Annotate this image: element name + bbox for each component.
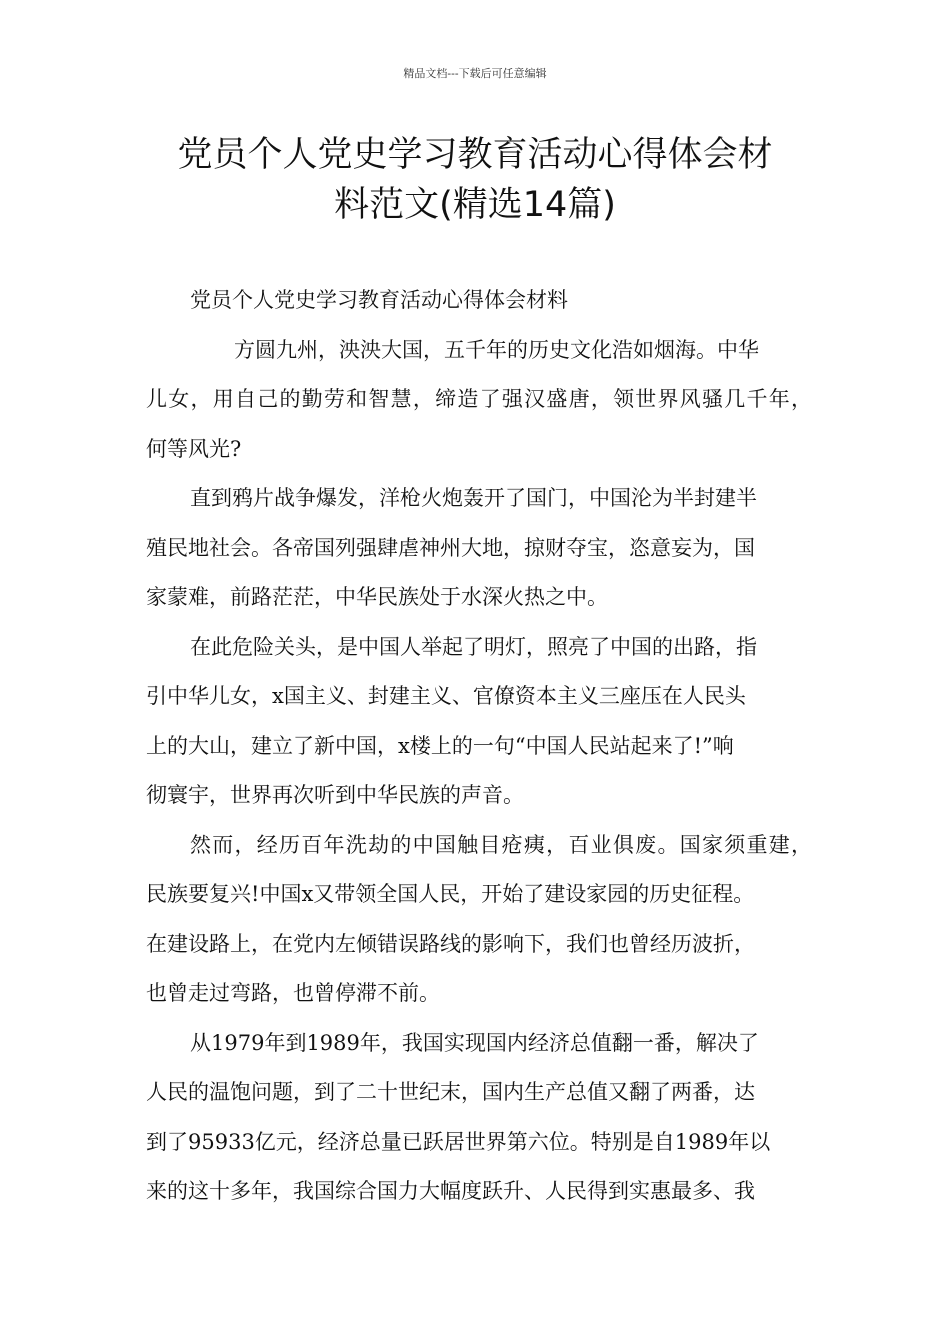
text-line: 彻寰宇，世界再次听到中华民族的声音。 xyxy=(146,783,524,807)
text-line: 在此危险关头，是中国人举起了明灯，照亮了中国的出路，指 xyxy=(190,634,757,659)
title-line: 党员个人党史学习教育活动心得体会材 xyxy=(177,135,773,175)
text-line: 家蒙难，前路茫茫，中华民族处于水深火热之中。 xyxy=(146,585,608,609)
text-line: 直到鸦片战争爆发，洋枪火炮轰开了国门，中国沦为半封建半 xyxy=(190,486,757,510)
text-line: 何等风光? xyxy=(146,436,242,461)
text-line: 然而，经历百年洗劫的中国触目疮痍，百业俱废。国家须重建， xyxy=(190,832,812,857)
text-line: 民族要复兴!中国x又带领全国人民，开始了建设家园的历史征程。 xyxy=(146,882,755,906)
text-line: 在建设路上，在党内左倾错误路线的影响下，我们也曾经历波折， xyxy=(146,931,755,956)
text-line: 引中华儿女，x国主义、封建主义、官僚资本主义三座压在人民头 xyxy=(146,684,746,708)
text-line: 来的这十多年，我国综合国力大幅度跃升、人民得到实惠最多、我 xyxy=(146,1179,755,1203)
text-line: 到了95933亿元，经济总量已跃居世界第六位。特别是自1989年以 xyxy=(146,1129,771,1154)
text-line: 上的大山，建立了新中国，x楼上的一句“中国人民站起来了!”响 xyxy=(146,733,734,758)
title-line: 料范文(精选14篇) xyxy=(334,185,616,225)
document-body xyxy=(146,276,812,1217)
header-note: 精品文档---下载后可任意编辑 xyxy=(403,67,547,80)
text-line: 从1979年到1989年，我国实现国内经济总值翻一番，解决了 xyxy=(190,1030,759,1055)
text-line: 人民的温饱问题，到了二十世纪末，国内生产总值又翻了两番，达 xyxy=(146,1080,755,1104)
text-line: 儿女，用自己的勤劳和智慧，缔造了强汉盛唐，领世界风骚几千年， xyxy=(146,387,812,411)
text-line: 也曾走过弯路，也曾停滞不前。 xyxy=(146,981,440,1005)
text-line: 方圆九州，泱泱大国，五千年的历史文化浩如烟海。中华 xyxy=(234,337,759,362)
document-title xyxy=(120,130,830,230)
text-line: 殖民地社会。各帝国列强肆虐神州大地，掠财夺宝，恣意妄为，国 xyxy=(146,535,755,560)
subtitle-line: 党员个人党史学习教育活动心得体会材料 xyxy=(190,288,568,312)
